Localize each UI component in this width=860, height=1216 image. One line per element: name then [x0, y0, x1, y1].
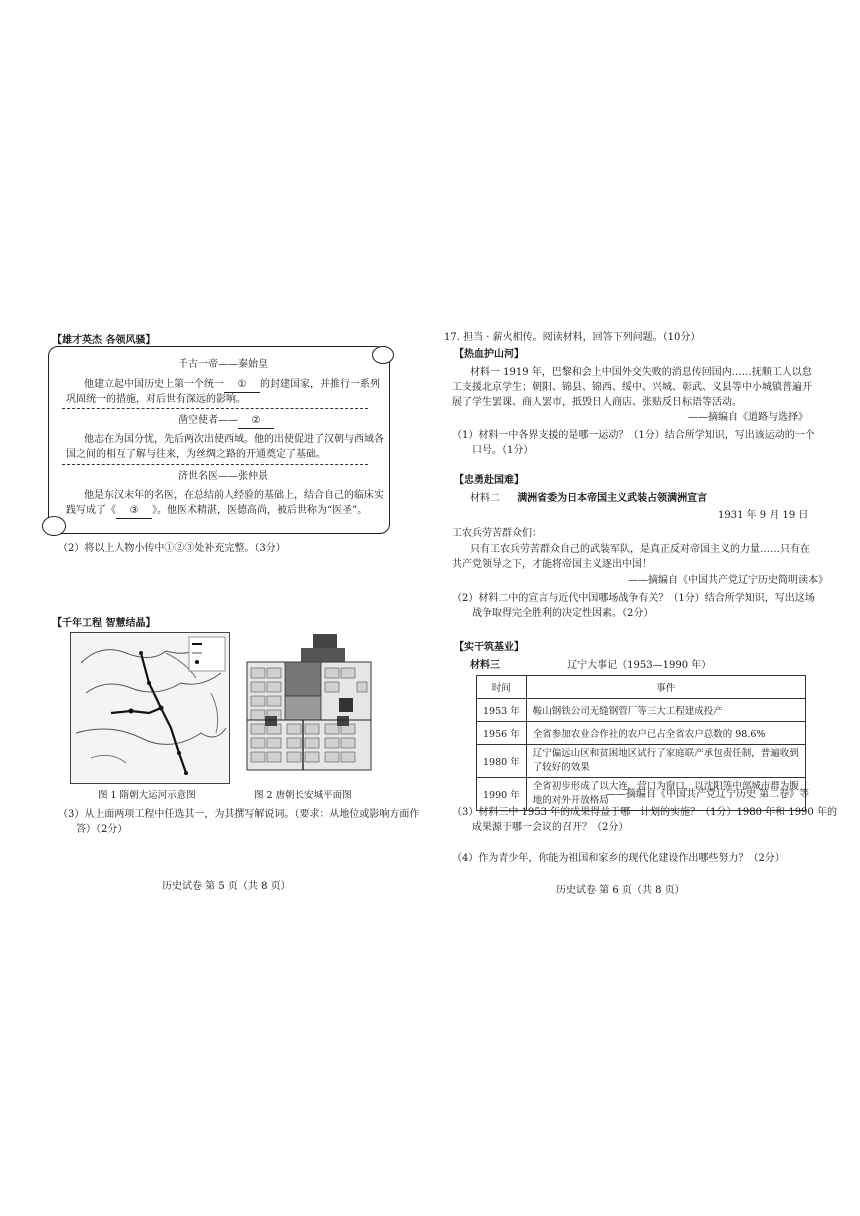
changan-city-plan [237, 632, 377, 780]
bio-qin-text-pre: 他建立起中国历史上第一个统一 [84, 379, 224, 390]
question-3-left-line2: 答）（2分） [76, 824, 128, 835]
question-3-right-line1: （3）材料三中 1953 年的成果得益于哪一计划的实施？（1分）1980 年和 1990 年的 [452, 807, 837, 818]
scroll-curl-decoration [42, 516, 66, 536]
table-cell-event-line: 全省初步形成了以大连、营口为窗口，以沈阳等中部城市群为腹 [532, 781, 799, 792]
material-3-heading [470, 659, 711, 673]
table-header-event: 事件 [526, 676, 805, 699]
question-2-right-line1: （2）材料二中的宣言与近代中国哪场战争有关？（1分）结合所学知识，写出这场 [452, 593, 815, 604]
material-2-label: 材料二 [470, 493, 500, 504]
question-1-line1: （1）材料一中各界支援的是哪一运动？（1分）结合所学知识，写出该运动的一个 [452, 430, 815, 441]
bio-zhang-text-post: 》。他医术精湛，医德高尚，被后世称为“医圣”。 [152, 505, 368, 516]
material-1-line1: 材料一 1919 年，巴黎和会上中国外交失败的消息传回国内……抚顺工人以怠 [470, 367, 812, 378]
table-header-row [477, 676, 806, 699]
bio-qin-title: 千古一帝——秦始皇 [178, 359, 268, 370]
blank-2[interactable]: ② [238, 414, 274, 429]
question-4: （4）作为青少年，你能为祖国和家乡的现代化建设作出哪些努力？（2分） [452, 853, 785, 864]
figure-2-caption: 图 2 唐朝长安城平面图 [254, 790, 352, 801]
table-header-time: 时间 [477, 676, 527, 699]
material-1-line2: 工支援北京学生；朝阳、锦县、锦西、绥中、兴城、彰武、义县等中小城镇普遍开 [452, 382, 812, 393]
question-17-title: 17. 担当 · 薪火相传。阅读材料，回答下列问题。（10分） [444, 332, 701, 343]
bio-zhang-line1: 他是东汉末年的名医，在总结前人经验的基础上，结合自己的临床实 [84, 490, 384, 501]
material-3-title: 辽宁大事记（1953—1990 年） [567, 660, 712, 671]
material-2-heading [470, 492, 707, 506]
bio-qin-text-post: 的封建国家，并推行一系列 [260, 379, 380, 390]
bio-zhang-title: 济世名医——张仲景 [178, 471, 268, 482]
material-3-source: ——摘编自《中国共产党辽宁历史 第二卷》等 [606, 789, 810, 800]
material-3-label: 材料三 [470, 660, 500, 671]
section-title-projects: 【千年工程 智慧结晶】 [52, 618, 156, 629]
section-title-mountains: 【热血护山河】 [454, 349, 524, 360]
bio-zhangqian-line2: 国之间的相互了解与往来，为丝绸之路的开通奠定了基础。 [66, 449, 326, 460]
blank-1[interactable]: ① [224, 378, 260, 393]
table-cell-event-line: 地的对外开放格局 [532, 795, 609, 806]
table-cell-year: 1990 年 [477, 778, 527, 811]
material-2-line2: 共产党领导之下，才能将帝国主义逐出中国！ [452, 559, 652, 570]
material-2-title: 满洲省委为日本帝国主义武装占领满洲宣言 [517, 493, 708, 504]
bio-zhang-line2 [66, 504, 367, 519]
bio-zhangqian-title-text: 凿空使者—— [178, 415, 238, 426]
bio-zhangqian-title [178, 414, 274, 429]
question-1-line2: 口号。（1分） [472, 445, 534, 456]
material-1-source: ——摘编自《道路与选择》 [688, 412, 808, 423]
table-cell-event-line: 辽宁偏远山区和贫困地区试行了家庭联产承包责任制，普遍收到 [532, 748, 799, 759]
material-2-source: ——摘编自《中国共产党辽宁历史简明读本》 [628, 575, 828, 586]
question-2-left: （2）将以上人物小传中①②③处补充完整。（3分） [58, 543, 286, 554]
page-footer-left: 历史试卷 第 5 页（共 8 页） [162, 881, 291, 892]
bio-qin-line1 [84, 378, 380, 393]
table-row [477, 722, 806, 745]
section-title-heroes: 【雄才英杰 各领风骚】 [52, 335, 156, 346]
material-2-greeting: 工农兵劳苦群众们： [452, 528, 542, 539]
section-title-foundation: 【实干筑基业】 [454, 642, 524, 653]
table-cell-event: 鞍山钢铁公司无缝钢管厂等三大工程建成投产 [526, 699, 805, 722]
material-2-line1: 只有工农兵劳苦群众自己的武装军队，是真正反对帝国主义的力量……只有在 [470, 544, 810, 555]
section-title-national-crisis: 【忠勇赴国难】 [454, 475, 524, 486]
scroll-curl-decoration [372, 346, 394, 364]
figure-1-caption: 图 1 隋朝大运河示意图 [98, 790, 196, 801]
grand-canal-map [70, 632, 230, 784]
dashed-divider [62, 408, 368, 409]
table-cell-year: 1956 年 [477, 722, 527, 745]
question-2-right-line2: 战争取得完全胜利的决定性因素。（2分） [472, 608, 654, 619]
bio-qin-line2: 巩固统一的措施，对后世有深远的影响。 [66, 394, 246, 405]
bio-zhangqian-line1: 他志在为国分忧，先后两次出使西域。他的出使促进了汉朝与西域各 [84, 434, 384, 445]
table-row [477, 745, 806, 778]
table-cell-year: 1953 年 [477, 699, 527, 722]
grand-canal-map-drawing [71, 633, 229, 783]
table-cell-event [526, 745, 805, 778]
table-cell-event: 全省参加农业合作社的农户已占全省农户总数的 98.6% [526, 722, 805, 745]
table-cell-year: 1980 年 [477, 745, 527, 778]
question-3-right-line2: 成果源于哪一会议的召开？（2分） [472, 822, 629, 833]
table-row [477, 699, 806, 722]
page-footer-right: 历史试卷 第 6 页（共 8 页） [556, 885, 685, 896]
changan-city-plan-drawing [237, 632, 377, 780]
dashed-divider [62, 464, 368, 465]
bio-zhang-text-pre: 践写成了《 [66, 505, 116, 516]
question-3-left-line1: （3）从上面两项工程中任选其一，为其撰写解说词。（要求：从地位或影响方面作 [58, 809, 420, 820]
material-2-date: 1931 年 9 月 19 日 [718, 510, 809, 521]
material-1-line3: 展了学生罢课、商人罢市，抵毁日人商店、张贴反日标语等活动。 [452, 397, 742, 408]
table-cell-event-line: 了较好的效果 [532, 762, 590, 773]
blank-3[interactable]: ③ [116, 504, 152, 519]
